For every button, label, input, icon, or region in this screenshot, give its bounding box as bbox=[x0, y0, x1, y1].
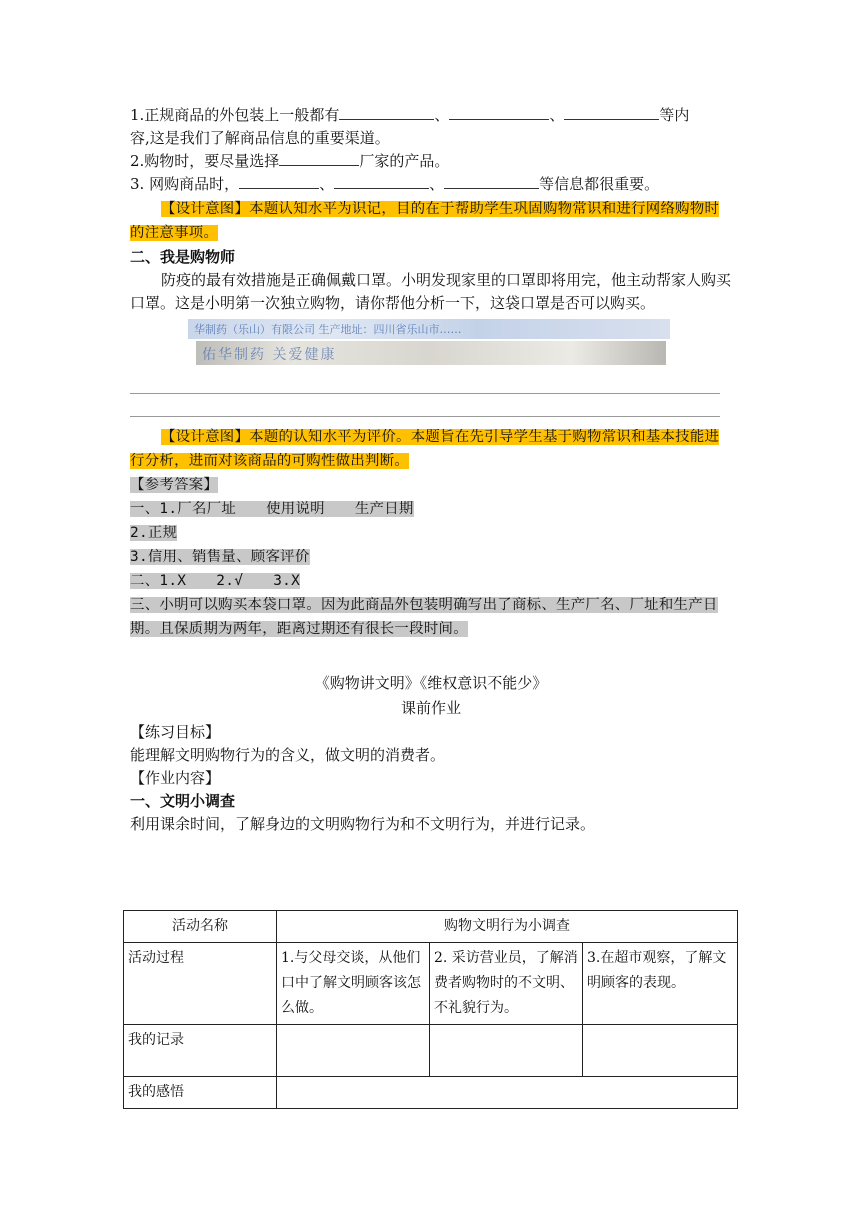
document-body bbox=[130, 104, 732, 836]
photo-strip-bottom bbox=[196, 341, 666, 365]
section-2-heading: 二、我是购物师 bbox=[130, 248, 236, 266]
answer-text: 二、1.X bbox=[130, 573, 187, 589]
question-1-tail: 等内 bbox=[659, 106, 690, 124]
table-cell: 1.与父母交谈，从他们口中了解文明顾客该怎么做。 bbox=[277, 943, 430, 1025]
item-heading: 一、文明小调查 bbox=[130, 792, 236, 810]
answer-5 bbox=[130, 593, 732, 641]
answer-text: 三、小明可以购买本袋口罩。因为此商品外包装明确写出了商标、生产厂名、厂址和生产日期。且保质期为两年，距离过期还有很长一段时间。 bbox=[130, 597, 718, 637]
separator: 、 bbox=[549, 106, 565, 124]
answer-blank[interactable] bbox=[339, 104, 434, 120]
table-row bbox=[124, 911, 738, 943]
goal-label: 【练习目标】 bbox=[130, 723, 221, 741]
question-1-line2: 容,这是我们了解商品信息的重要渠道。 bbox=[130, 129, 390, 147]
survey-table bbox=[123, 910, 738, 1109]
photo-text: 佑华制药 关爱健康 bbox=[202, 347, 337, 363]
question-1-text: 1.正规商品的外包装上一般都有 bbox=[130, 106, 340, 124]
record-cell[interactable] bbox=[583, 1025, 738, 1077]
question-1-line1 bbox=[130, 104, 732, 127]
answer-text: 2.正规 bbox=[130, 525, 178, 541]
table-row-label: 活动过程 bbox=[124, 943, 277, 1025]
table-row bbox=[124, 943, 738, 1025]
design-intent-text: 【设计意图】本题的认知水平为评价。本题旨在先引导学生基于购物常识和基本技能进行分析，进而对该商品的可购性做出判断。 bbox=[130, 429, 720, 469]
separator: 、 bbox=[319, 175, 335, 193]
section-2-paragraph: 防疫的最有效措施是正确佩戴口罩。小明发现家里的口罩即将用完，他主动帮家人购买口罩。这是小明第一次独立购物，请你帮他分析一下，这袋口罩是否可以购买。 bbox=[130, 271, 732, 312]
question-2-tail: 厂家的产品。 bbox=[359, 152, 450, 170]
answers-heading bbox=[130, 473, 732, 497]
design-intent-text: 【设计意图】本题认知水平为识记，目的在于帮助学生巩固购物常识和进行网络购物时的注意事项。 bbox=[130, 201, 720, 241]
answer-line[interactable] bbox=[130, 379, 720, 394]
answer-2 bbox=[130, 521, 732, 545]
table-cell: 2. 采访营业员，了解消费者购物时的不文明、不礼貌行为。 bbox=[430, 943, 583, 1025]
mask-package-photo bbox=[130, 319, 732, 371]
question-3-tail: 等信息都很重要。 bbox=[539, 175, 660, 193]
table-cell: 3.在超市观察，了解文明顾客的表现。 bbox=[583, 943, 738, 1025]
answer-blank[interactable] bbox=[334, 173, 429, 189]
separator: 、 bbox=[429, 175, 445, 193]
table-row bbox=[124, 1025, 738, 1077]
homework-title: 《购物讲文明》《维权意识不能少》 bbox=[314, 674, 548, 692]
answer-text: 3.X bbox=[273, 573, 301, 589]
question-3-text: 3. 网购商品时， bbox=[130, 175, 240, 193]
answer-blank[interactable] bbox=[564, 104, 659, 120]
reflection-cell[interactable] bbox=[277, 1077, 738, 1109]
answer-text: 3.信用、销售量、顾客评价 bbox=[130, 549, 310, 565]
photo-text: 华制药（乐山）有限公司 生产地址：四川省乐山市…… bbox=[194, 323, 462, 336]
item-description: 利用课余时间，了解身边的文明购物行为和不文明行为，并进行记录。 bbox=[130, 815, 596, 833]
answer-text: 使用说明 bbox=[266, 501, 325, 517]
answer-1 bbox=[130, 497, 732, 521]
photo-strip-top bbox=[188, 319, 670, 339]
question-2 bbox=[130, 150, 732, 173]
answer-4 bbox=[130, 569, 732, 593]
table-header-cell: 活动名称 bbox=[124, 911, 277, 943]
homework-subtitle: 课前作业 bbox=[400, 699, 461, 717]
answer-text: 一、1.厂名厂址 bbox=[130, 501, 237, 517]
answer-line[interactable] bbox=[130, 394, 720, 417]
design-intent-2 bbox=[130, 425, 732, 473]
table-row-label: 我的感悟 bbox=[124, 1077, 277, 1109]
table-row bbox=[124, 1077, 738, 1109]
answer-text: 生产日期 bbox=[354, 501, 414, 517]
question-2-text: 2.购物时，要尽量选择 bbox=[130, 152, 280, 170]
answer-text: 2.√ bbox=[216, 573, 244, 589]
record-cell[interactable] bbox=[277, 1025, 430, 1077]
answer-blank[interactable] bbox=[444, 173, 539, 189]
answer-blank[interactable] bbox=[279, 150, 359, 166]
answer-3 bbox=[130, 545, 732, 569]
content-label: 【作业内容】 bbox=[130, 769, 221, 787]
answer-blank[interactable] bbox=[449, 104, 549, 120]
question-3 bbox=[130, 173, 732, 196]
design-intent-1 bbox=[130, 197, 732, 245]
goal-text: 能理解文明购物行为的含义，做文明的消费者。 bbox=[130, 746, 446, 764]
record-cell[interactable] bbox=[430, 1025, 583, 1077]
separator: 、 bbox=[434, 106, 450, 124]
table-header-cell: 购物文明行为小调查 bbox=[277, 911, 738, 943]
table-row-label: 我的记录 bbox=[124, 1025, 277, 1077]
answer-blank[interactable] bbox=[239, 173, 319, 189]
answers-heading-text: 【参考答案】 bbox=[130, 477, 219, 493]
